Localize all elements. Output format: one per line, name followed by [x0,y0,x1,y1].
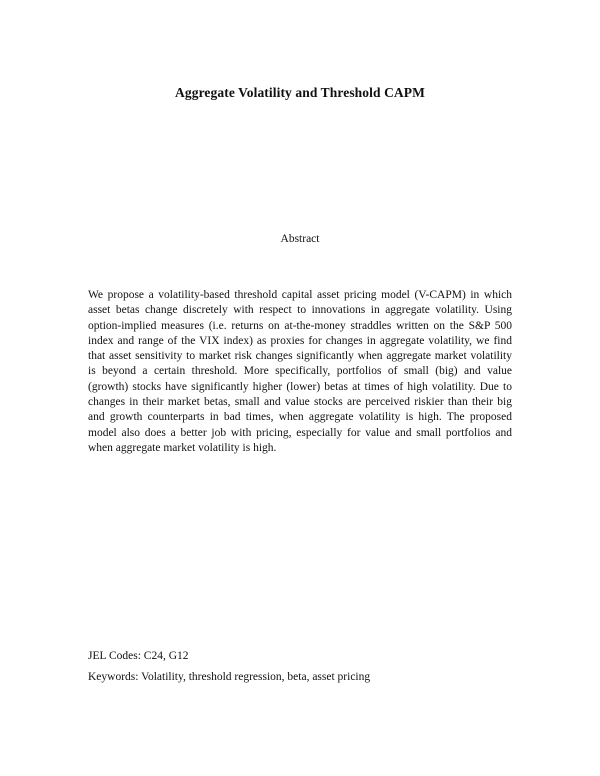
keywords: Keywords: Volatility, threshold regression, beta, asset pricing [88,671,371,683]
jel-codes: JEL Codes: C24, G12 [88,650,189,662]
abstract-text: We propose a volatility-based threshold capital asset pricing model (V-CAPM) in which asset betas change discretely with respect to innovations in aggregate volatility. Using option-implied measures (i.e. returns on at-the-money straddles written on the S&P 500 index and range of the VIX index) as proxies for changes in aggregate volatility, we find that asset sensitivity to market risk changes significantly when aggregate market volatility is beyond a certain threshold. More specifically, portfolios of small (big) and value (growth) stocks have significantly higher (lower) betas at times of high volatility. Due to changes in their market betas, small and value stocks are perceived riskier than their big and growth counterparts in bad times, when aggregate volatility is high. The proposed model also does a better job with pricing, especially for value and small portfolios and when aggregate market volatility is high. [88,289,512,454]
paper-title: Aggregate Volatility and Threshold CAPM [175,85,425,100]
abstract-heading: Abstract [280,233,320,245]
